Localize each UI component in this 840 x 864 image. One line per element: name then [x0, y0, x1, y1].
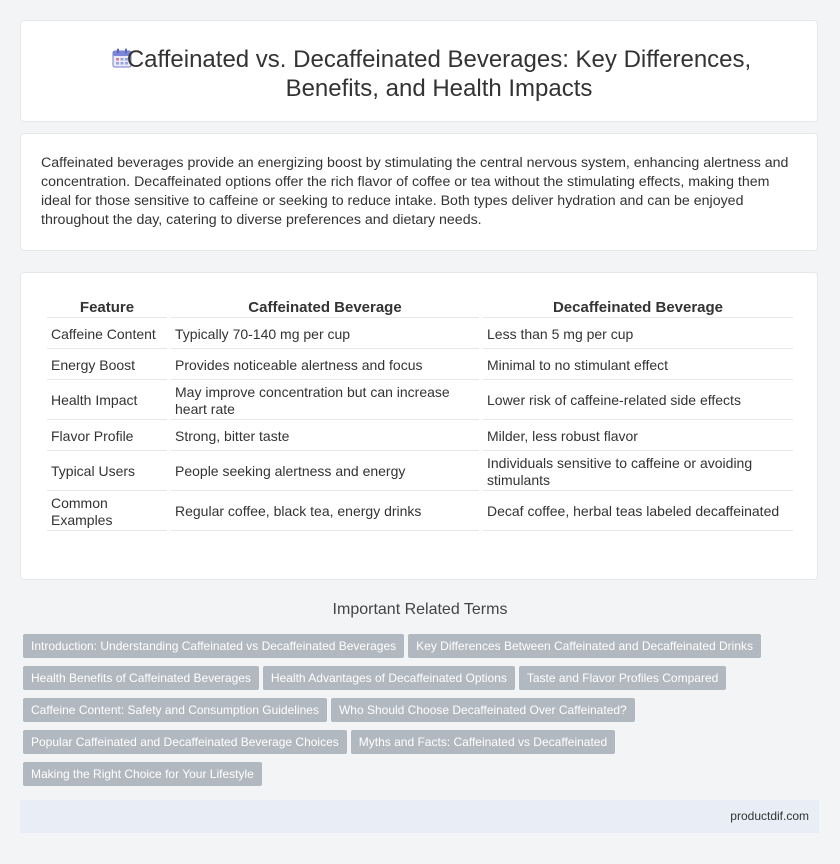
table-cell: Typically 70-140 mg per cup — [171, 320, 479, 349]
table-cell: Individuals sensitive to caffeine or avoiding stimulants — [483, 453, 793, 491]
table-cell: Caffeine Content — [47, 320, 167, 349]
related-term-tag[interactable]: Myths and Facts: Caffeinated vs Decaffeinated — [351, 730, 615, 754]
table-cell: Decaf coffee, herbal teas labeled decaffeinated — [483, 493, 793, 531]
related-term-tag[interactable]: Making the Right Choice for Your Lifestyle — [23, 762, 262, 786]
table-row — [47, 320, 793, 349]
page-title: Caffeinated vs. Decaffeinated Beverages: Key Differences, Benefits, and Health Impacts — [126, 46, 752, 102]
table-cell: May improve concentration but can increase heart rate — [171, 382, 479, 420]
related-term-tag[interactable]: Caffeine Content: Safety and Consumption Guidelines — [23, 698, 327, 722]
footer-site-name: productdif.com — [730, 809, 809, 823]
related-term-tag[interactable]: Health Benefits of Caffeinated Beverages — [23, 666, 259, 690]
column-header-caffeinated: Caffeinated Beverage — [171, 297, 479, 318]
related-term-tag[interactable]: Who Should Choose Decaffeinated Over Caffeinated? — [331, 698, 635, 722]
related-term-tag[interactable]: Key Differences Between Caffeinated and Decaffeinated Drinks — [408, 634, 761, 658]
table-row — [47, 493, 793, 531]
intro-paragraph: Caffeinated beverages provide an energizing boost by stimulating the central nervous system, enhancing alertness and concentration. Decaffeinated options offer the rich flavor of coffee or tea without the stimulating effects, making them ideal for those sensitive to caffeine or seeking to reduce intake. Both types deliver hydration and can be enjoyed throughout the day, catering to diverse preferences and dietary needs. — [41, 155, 789, 228]
table-cell: Minimal to no stimulant effect — [483, 351, 793, 380]
comparison-table — [43, 295, 797, 533]
table-cell: Common Examples — [47, 493, 167, 531]
title-card — [20, 20, 818, 122]
related-terms-list — [23, 634, 783, 794]
table-row — [47, 453, 793, 491]
table-row — [47, 351, 793, 380]
related-term-tag[interactable]: Popular Caffeinated and Decaffeinated Beverage Choices — [23, 730, 347, 754]
intro-card — [20, 133, 818, 251]
table-cell: Regular coffee, black tea, energy drinks — [171, 493, 479, 531]
table-cell: Provides noticeable alertness and focus — [171, 351, 479, 380]
related-term-tag[interactable]: Introduction: Understanding Caffeinated vs Decaffeinated Beverages — [23, 634, 404, 658]
table-header-row — [47, 297, 793, 318]
table-cell: Milder, less robust flavor — [483, 422, 793, 451]
column-header-feature: Feature — [47, 297, 167, 318]
table-row — [47, 422, 793, 451]
related-term-tag[interactable]: Taste and Flavor Profiles Compared — [519, 666, 726, 690]
table-cell: Health Impact — [47, 382, 167, 420]
table-cell: Strong, bitter taste — [171, 422, 479, 451]
table-cell: People seeking alertness and energy — [171, 453, 479, 491]
table-cell: Less than 5 mg per cup — [483, 320, 793, 349]
comparison-table-card — [20, 272, 818, 580]
footer — [20, 800, 819, 833]
column-header-decaffeinated: Decaffeinated Beverage — [483, 297, 793, 318]
related-term-tag[interactable]: Health Advantages of Decaffeinated Options — [263, 666, 515, 690]
table-cell: Lower risk of caffeine-related side effects — [483, 382, 793, 420]
table-cell: Energy Boost — [47, 351, 167, 380]
table-row — [47, 382, 793, 420]
table-cell: Typical Users — [47, 453, 167, 491]
table-cell: Flavor Profile — [47, 422, 167, 451]
related-terms-heading: Important Related Terms — [332, 601, 508, 618]
